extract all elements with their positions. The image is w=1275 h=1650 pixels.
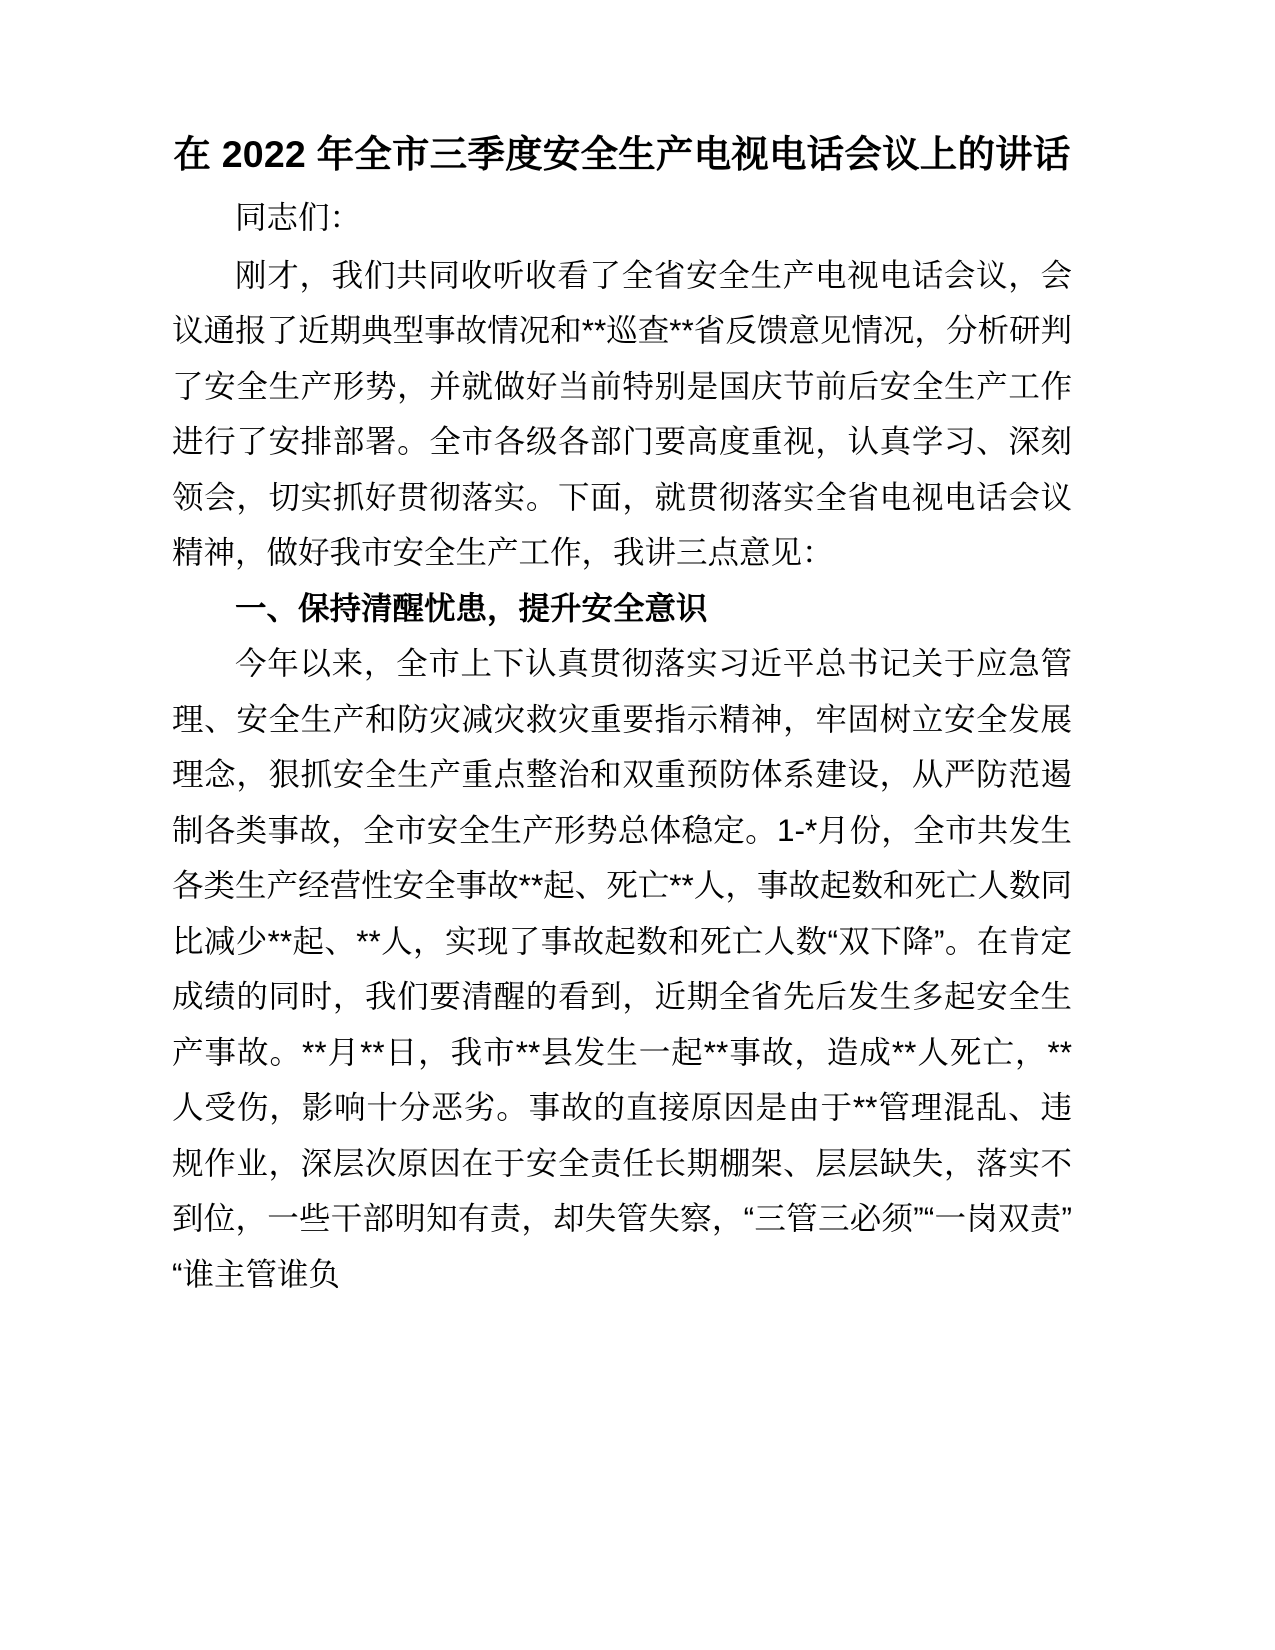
page-title: 在 2022 年全市三季度安全生产电视电话会议上的讲话: [173, 133, 1071, 175]
intro-paragraph: 刚才，我们共同收听收看了全省安全生产电视电话会议，会议通报了近期典型事故情况和**巡查**省反馈意见情况，分析研判了安全生产形势，并就做好当前特别是国庆节前后安全生产工作进行了安排部署。全市各级各部门要高度重视，认真学习、深刻领会，切实抓好贯彻落实。下面，就贯彻落实全省电视电话会议精神，做好我市安全生产工作，我讲三点意见：: [172, 256, 1072, 570]
section-1-paragraph-1: 今年以来，全市上下认真贯彻落实习近平总书记关于应急管理、安全生产和防灾减灾救灾重要指示精神，牢固树立安全发展理念，狠抓安全生产重点整治和双重预防体系建设，从严防范遏制各类事故，全市安全生产形势总体稳定。1‑*月份，全市共发生各类生产经营性安全事故**起、死亡**人，事故起数和死亡人数同比减少**起、**人，实现了事故起数和死亡人数“双下降”。在肯定成绩的同时，我们要清醒的看到，近期全省先后发生多起安全生产事故。**月**日，我市**县发生一起**事故，造成**人死亡，**人受伤，影响十分恶劣。事故的直接原因是由于**管理混乱、违规作业，深层次原因在于安全责任长期棚架、层层缺失，落实不到位，一些干部明知有责，却失管失察，“三管三必须”“一岗双责”“谁主管谁负: [172, 645, 1072, 1292]
section-heading-1: 一、保持清醒忧患，提升安全意识: [235, 589, 708, 626]
salutation: 同志们：: [235, 199, 362, 235]
page-content: [172, 126, 1072, 1302]
